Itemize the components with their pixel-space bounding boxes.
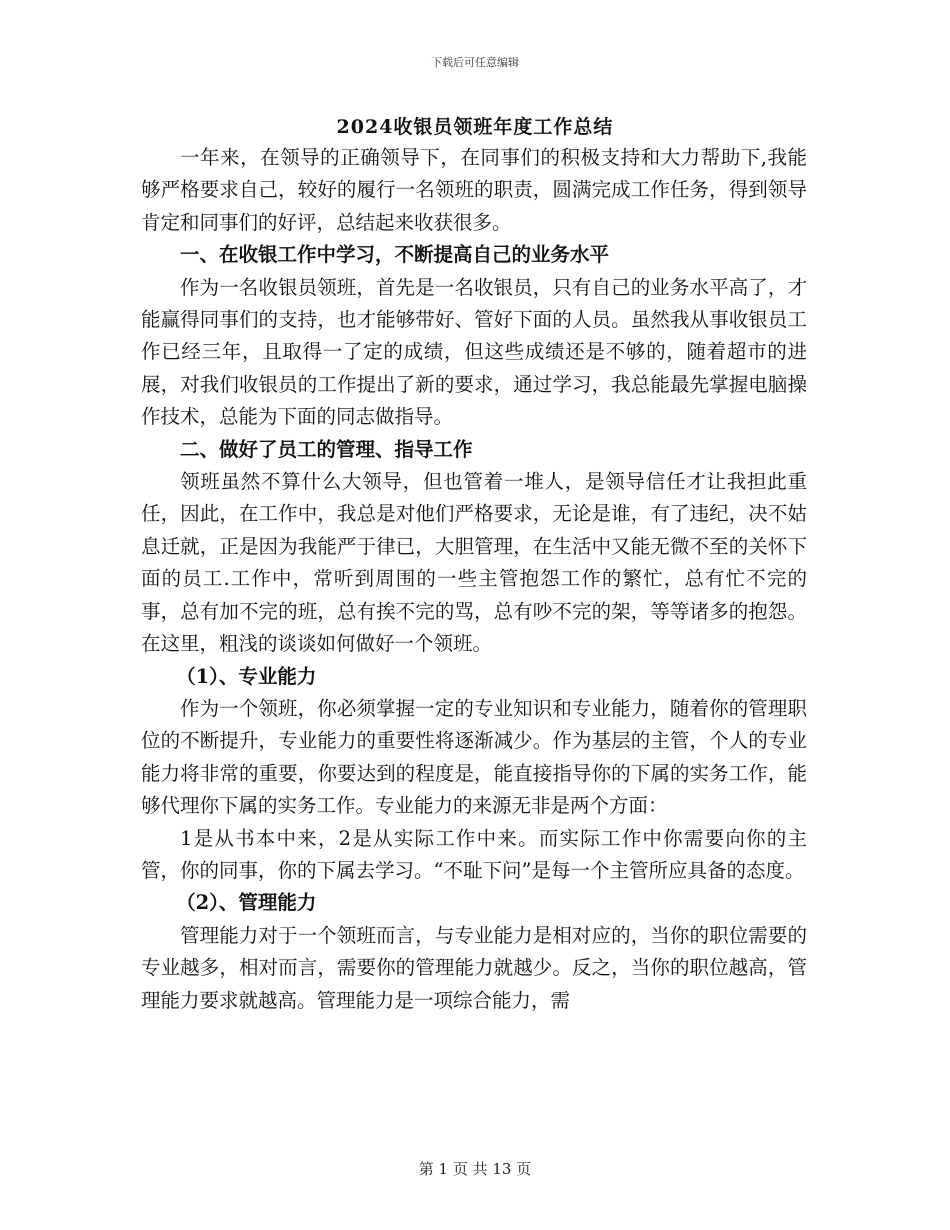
page-number: 第 1 页 共 13 页 bbox=[418, 1160, 532, 1178]
document-body bbox=[141, 142, 807, 1017]
header-note: 下载后可任意编辑 bbox=[431, 56, 519, 69]
paragraph-management-ability: 管理能力对于一个领班而言，与专业能力是相对应的，当你的职位需要的专业越多，相对而言，需要你的管理能力就越少。反之，当你的职位越高，管理能力要求就越高。管理能力是一项综合能力，需 bbox=[141, 923, 807, 1012]
paragraph-section-1: 作为一名收银员领班，首先是一名收银员，只有自己的业务水平高了，才能赢得同事们的支持，也才能够带好、管好下面的人员。虽然我从事收银员工作已经三年，且取得一了定的成绩，但这些成绩还是不够的，随着超市的进展，对我们收银员的工作提出了新的要求，通过学习，我总能最先掌握电脑操作技术，总能为下面的同志做指导。 bbox=[141, 275, 807, 429]
paragraph-section-2: 领班虽然不算什么大领导，但也管着一堆人，是领导信任才让我担此重任，因此，在工作中，我总是对他们严格要求，无论是谁，有了违纪，决不姑息迁就，正是因为我能严于律已，大胆管理，在生活中又能无微不至的关怀下面的员工.工作中，常听到周围的一些主管抱怨工作的繁忙，总有忙不完的事，总有加不完的班，总有挨不完的骂，总有吵不完的架，等等诸多的抱怨。在这里，粗浅的谈谈如何做好一个领班。 bbox=[141, 470, 807, 656]
subheading-professional-ability: （1）、专业能力 bbox=[176, 664, 317, 688]
paragraph-professional-sources: 1是从书本中来，2是从实际工作中来。而实际工作中你需要向你的主管，你的同事，你的下属去学习。“不耻下问”是每一个主管所应具备的态度。 bbox=[141, 826, 807, 882]
paragraph-intro: 一年来，在领导的正确领导下，在同事们的积极支持和大力帮助下,我能够严格要求自己，较好的履行一名领班的职责，圆满完成工作任务，得到领导肯定和同事们的好评，总结起来收获很多。 bbox=[141, 146, 807, 234]
document-title: 2024收银员领班年度工作总结 bbox=[336, 116, 614, 138]
section-heading-2: 二、做好了员工的管理、指导工作 bbox=[180, 437, 473, 461]
paragraph-professional-ability: 作为一个领班，你必须掌握一定的专业知识和专业能力，随着你的管理职位的不断提升，专业能力的重要性将逐渐减少。作为基层的主管，个人的专业能力将非常的重要，你要达到的程度是，能直接指导你的下属的实务工作，能够代理你下属的实务工作。专业能力的来源无非是两个方面： bbox=[141, 696, 807, 818]
section-heading-1: 一、在收银工作中学习，不断提高自己的业务水平 bbox=[180, 243, 610, 267]
subheading-management-ability: （2）、管理能力 bbox=[176, 891, 317, 915]
